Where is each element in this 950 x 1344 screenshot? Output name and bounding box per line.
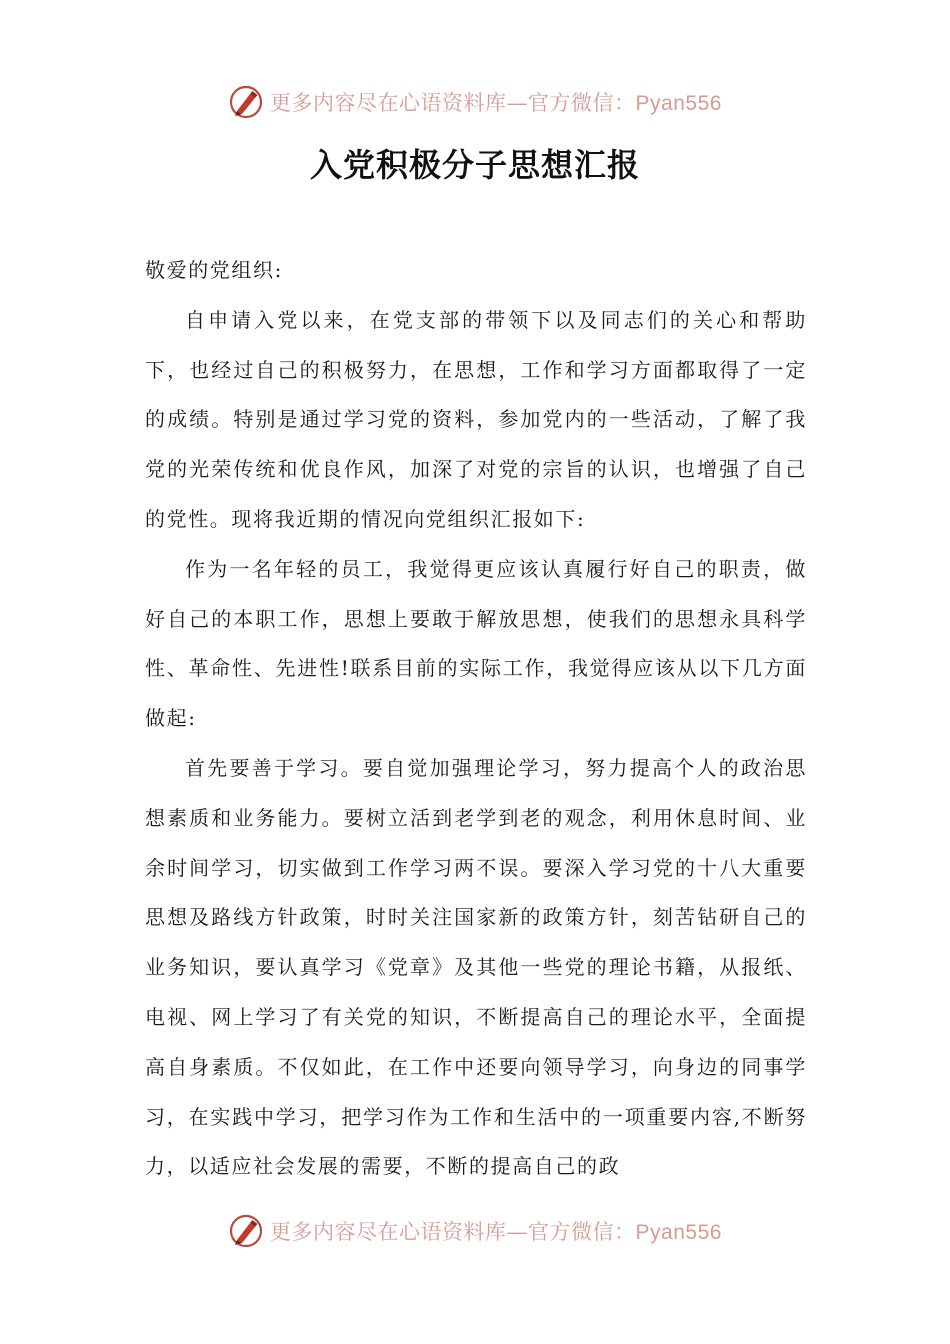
body-paragraph: 自申请入党以来，在党支部的带领下以及同志们的关心和帮助下，也经过自己的积极努力，在思想，工作和学习方面都取得了一定的成绩。特别是通过学习党的资料，参加党内的一些活动，了解了我党的光荣传统和优良作风，加深了对党的宗旨的认识，也增强了自己的党性。现将我近期的情况向党组织汇报如下:: [145, 307, 807, 531]
watermark-text: 更多内容尽在心语资料库—官方微信：Pyan556: [270, 91, 722, 115]
document-title: 入党积极分子思想汇报: [309, 146, 640, 184]
footer-watermark: [0, 1209, 950, 1253]
salutation: 敬爱的党组织:: [145, 258, 283, 282]
pen-logo-icon: [228, 1213, 264, 1249]
pen-logo-icon: [228, 84, 264, 120]
watermark-text: 更多内容尽在心语资料库—官方微信：Pyan556: [270, 1220, 722, 1244]
body-paragraph: 首先要善于学习。要自觉加强理论学习，努力提高个人的政治思想素质和业务能力。要树立活到老学到老的观念，利用休息时间、业余时间学习，切实做到工作学习两不误。要深入学习党的十八大重要思想及路线方针政策，时时关注国家新的政策方针，刻苦钻研自己的业务知识，要认真学习《党章》及其他一些党的理论书籍，从报纸、电视、网上学习了有关党的知识，不断提高自己的理论水平，全面提高自身素质。不仅如此，在工作中还要向领导学习，向身边的同事学习，在实践中学习，把学习作为工作和生活中的一项重要内容,不断努力，以适应社会发展的需要，不断的提高自己的政: [145, 755, 807, 1179]
header-watermark: [0, 80, 950, 124]
document-body: [145, 246, 807, 1192]
body-paragraph: 作为一名年轻的员工，我觉得更应该认真履行好自己的职责，做好自己的本职工作，思想上要敢于解放思想，使我们的思想永具科学性、革命性、先进性!联系目前的实际工作，我觉得应该从以下几方面做起:: [145, 556, 807, 731]
